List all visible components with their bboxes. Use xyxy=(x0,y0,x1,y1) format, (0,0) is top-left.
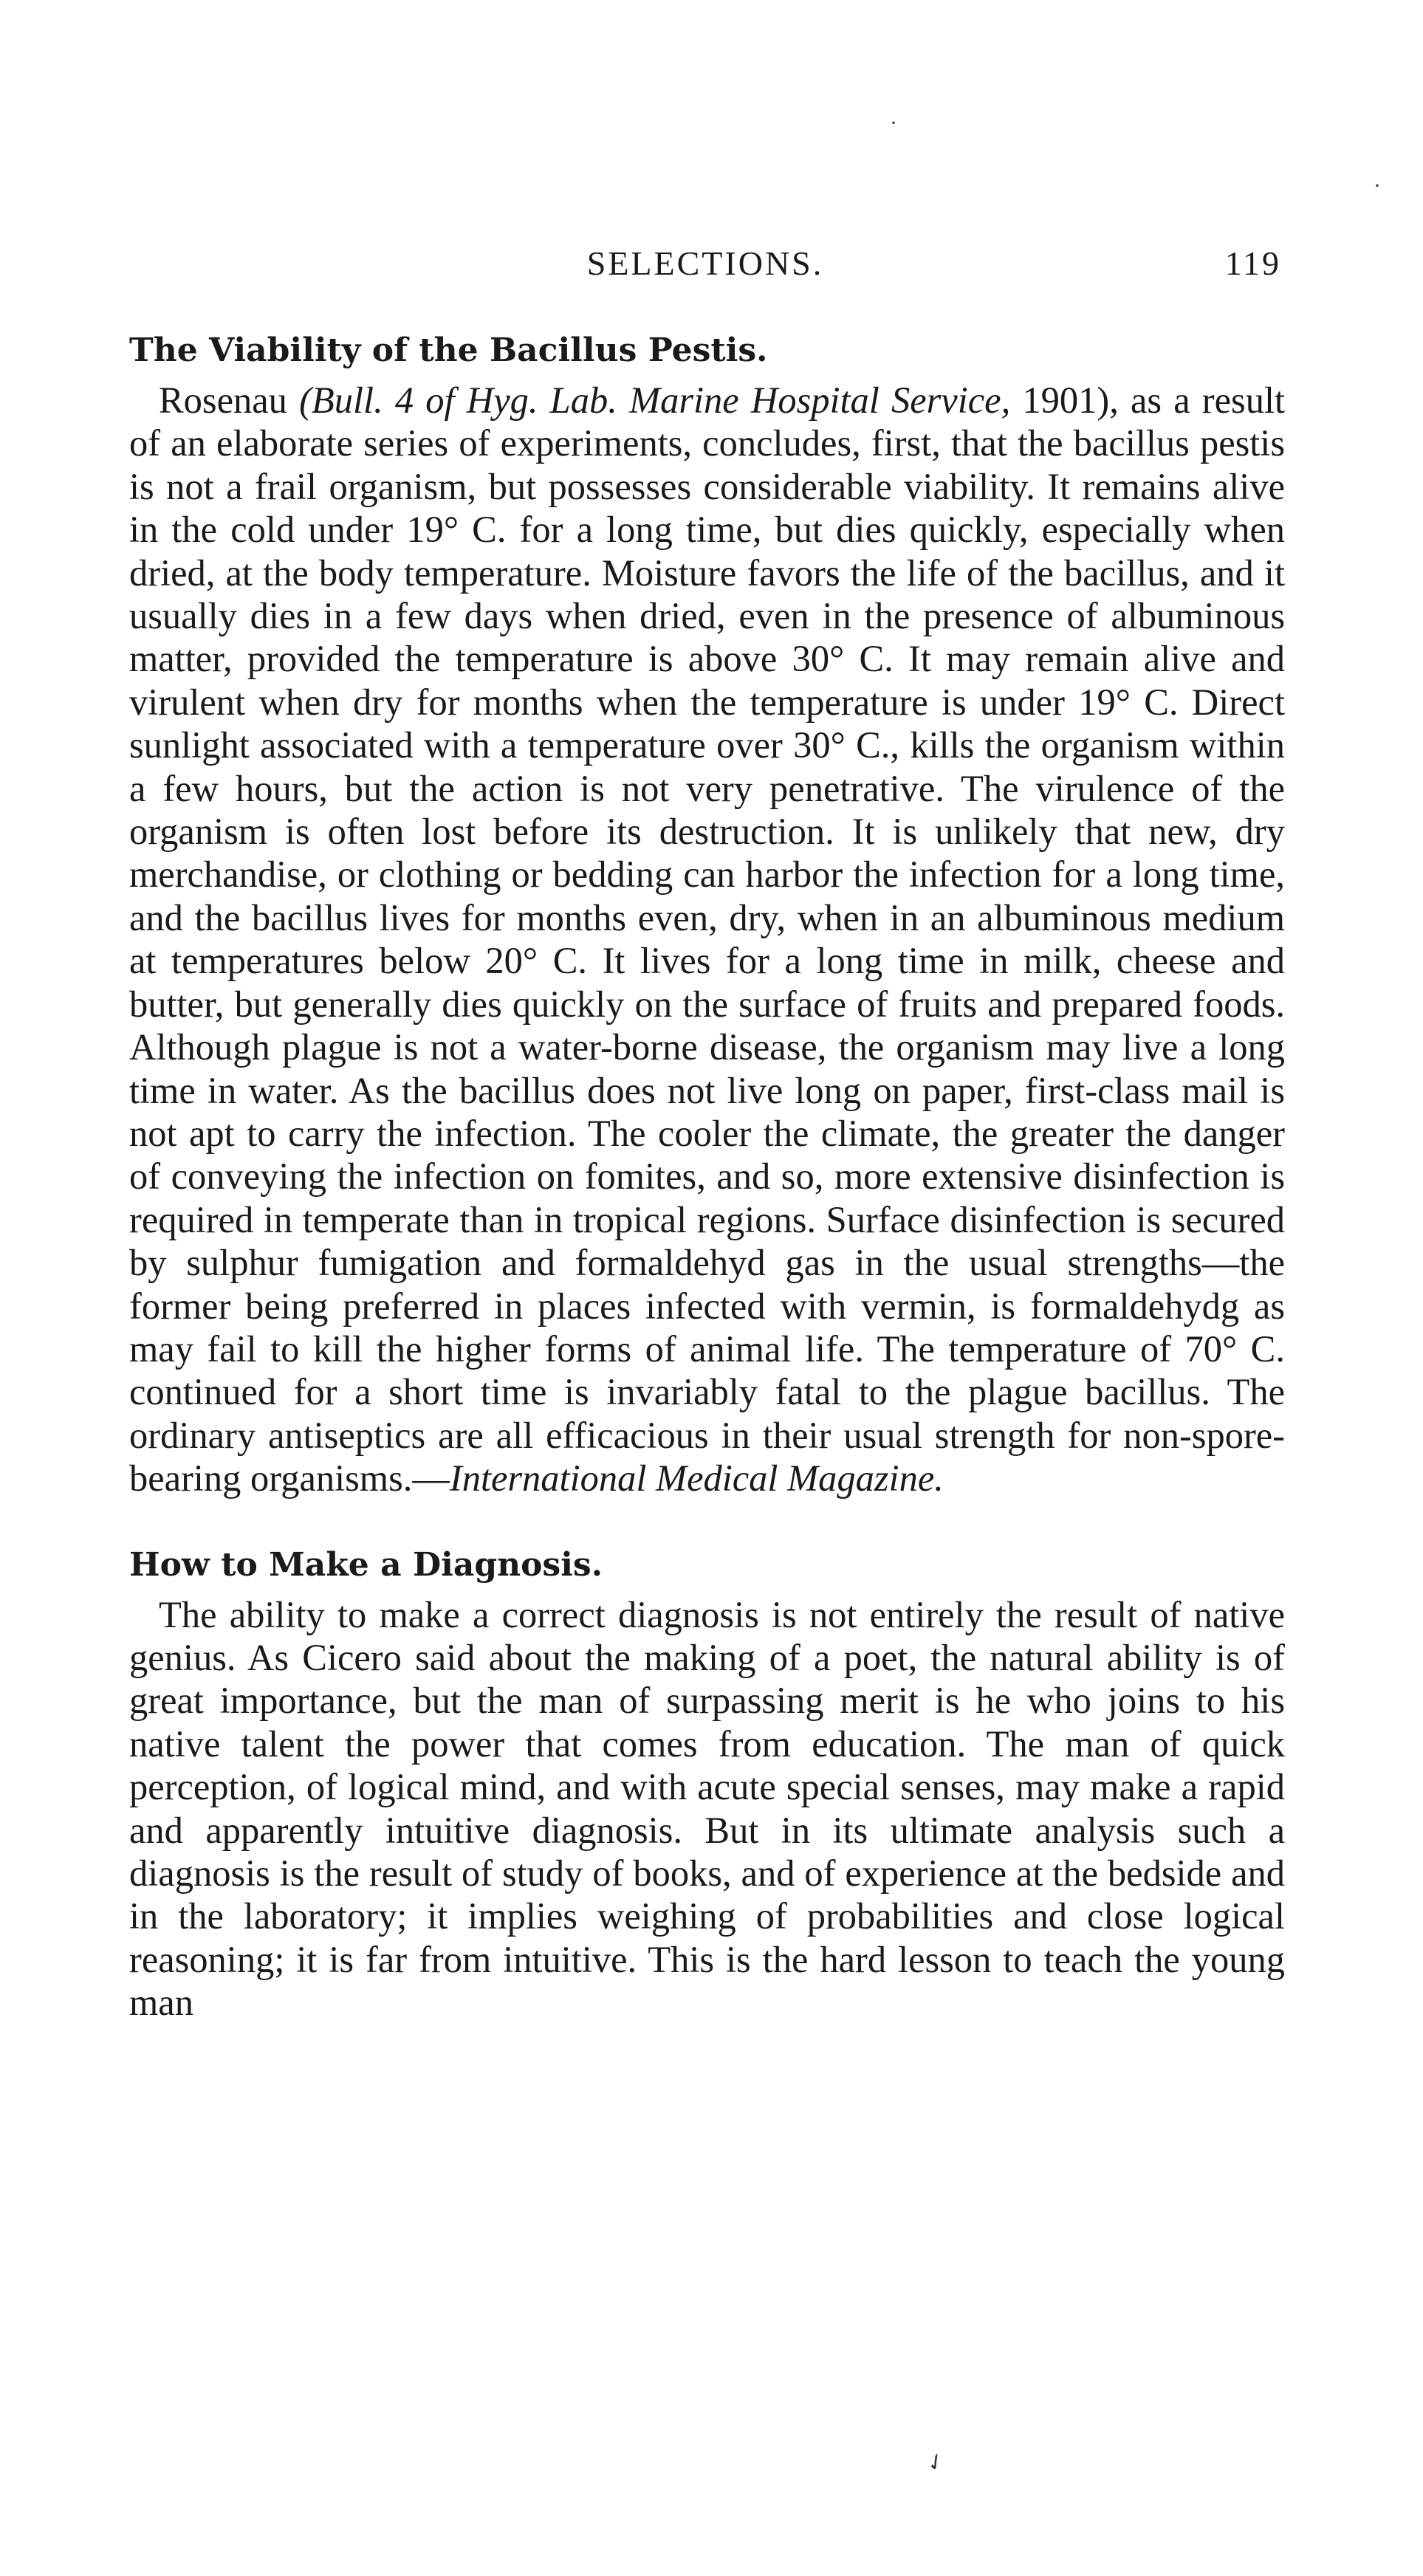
article-heading-diagnosis: How to Make a Diagnosis. xyxy=(129,1545,603,1584)
article-body-diagnosis: The ability to make a correct diagnosis is not entirely the result of native genius. As Cicero said about the making of a poet, the natural ability is of great importance, but the man of surpassing merit is he who joins to his native talent the power that comes from education. The man of quick perception, of logical mind, and with acute special senses, may make a rapid and apparently intuitive diagnosis. But in its ultimate analysis such a diagnosis is the result of study of books, and of experience at the bedside and in the laboratory; it implies weighing of probabilities and close logical reasoning; it is far from intuitive. This is the hard lesson to teach the young man xyxy=(129,1593,1285,2024)
article-heading-viability: The Viability of the Bacillus Pestis. xyxy=(129,332,768,369)
article-text: as a result of an elaborate series of experiments, concludes, first, that the bacillus pestis is not a frail organism, but possesses considerable viability. It remains alive in the cold under 19° C. for a long time, but dies quickly, especially when dried, at the body temperature. Moisture favors the life of the bacillus, and it usually dies in a few days when dried, even in the presence of albuminous matter, provided the temperature is above 30° C. It may remain alive and virulent when dry for months when the temperature is under 19° C. Direct sunlight associated with a temperature over 30° C., kills the organism within a few hours, but the action is not very penetrative. The virulence of the organism is often lost before its destruction. It is unlikely that new, dry merchandise, or clothing or bedding can harbor the infection for a long time, and the bacillus lives for months even, dry, when in an albuminous medium at temperatures below 20° C. It lives for a long time in milk, cheese and butter, but generally dies quickly on the surface of fruits and prepared foods. Although plague is not a water-borne disease, the organism may live a long time in water. As the bacillus does not live long on paper, first-class mail is not apt to carry the infection. The cooler the climate, the greater the danger of conveying the infection on fomites, and so, more extensive disinfection is required in temperate than in tropical regions. Surface disinfection is secured by sulphur fumigation and formaldehyd gas in the usual strengths—the former being preferred in places infected with vermin, is formaldehydg as may fail to kill the higher forms of animal life. The temperature of 70° C. continued for a short time is invariably fatal to the plague bacillus. The ordinary antiseptics are all efficacious in their usual strength for non-spore-bearing organisms.— xyxy=(129,379,1286,1500)
source-citation: International Medical Magazine. xyxy=(449,1457,944,1500)
stray-mark: ✓ xyxy=(922,2447,950,2479)
article-body-viability xyxy=(129,379,1285,1500)
citation-year: 1901), xyxy=(1022,379,1119,421)
running-head-title: SELECTIONS. xyxy=(586,244,824,282)
stray-mark: · xyxy=(890,111,897,135)
stray-mark: · xyxy=(1374,174,1381,198)
text-column xyxy=(129,329,1285,2024)
page-number: 119 xyxy=(1224,244,1281,282)
running-head xyxy=(129,244,1281,295)
citation: (Bull. 4 of Hyg. Lab. Marine Hospital Service, xyxy=(299,379,1011,421)
author-name: Rosenau xyxy=(159,379,287,421)
